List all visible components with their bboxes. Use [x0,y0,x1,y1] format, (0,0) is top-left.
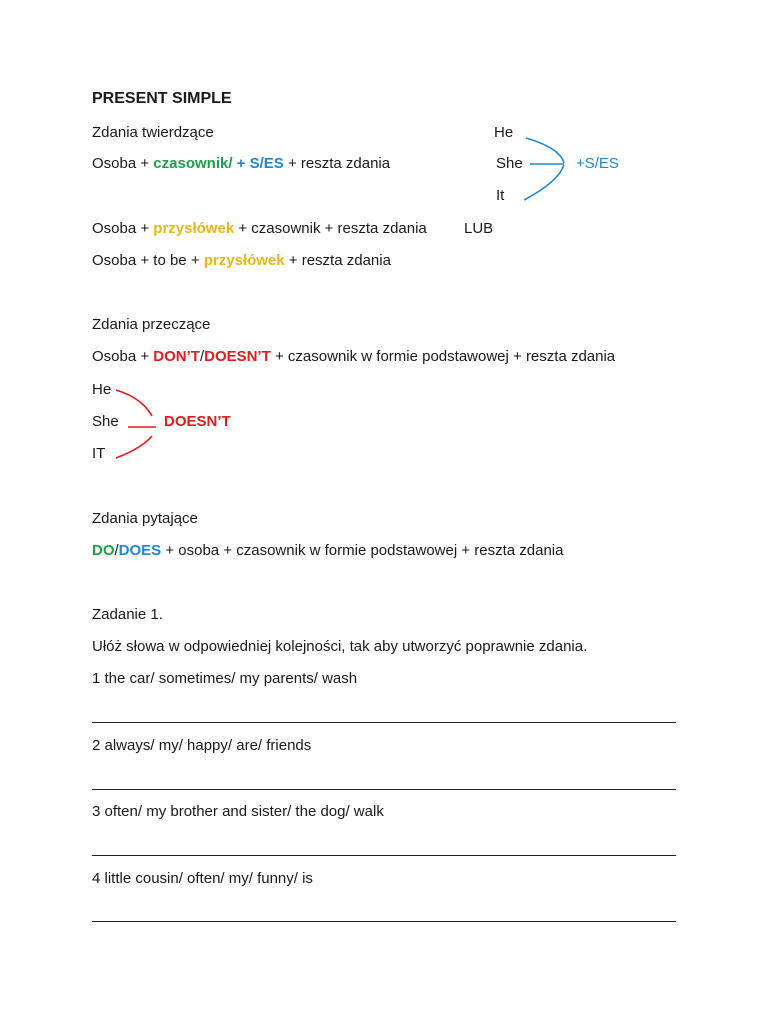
neg-pronoun-it: IT [92,445,106,462]
neg-pronoun-she: She [92,413,119,430]
answer-line-1[interactable] [92,722,676,723]
formula-subject: Osoba + [92,220,154,237]
negative-heading: Zdania przeczące [92,316,211,333]
adverb-formula-1 [92,219,427,239]
answer-line-3[interactable] [92,855,676,856]
formula-rest: + osoba + czasownik w formie podstawowej + reszta zdania [161,542,564,559]
formula-doesnt: DOESN’T [204,348,271,365]
affirmative-heading: Zdania twierdzące [92,124,214,141]
adverb-formula-2 [92,251,391,271]
exercise-item-2: 2 always/ my/ happy/ are/ friends [92,737,312,754]
formula-rest: + czasownik + reszta zdania [234,220,427,237]
red-bracket-arrows [112,386,160,462]
formula-rest: + reszta zdania [284,252,391,269]
formula-does: DOES [118,542,162,559]
exercise-heading: Zadanie 1. [92,606,163,623]
formula-do: DO [92,542,115,559]
pronoun-she: She [496,155,523,172]
formula-ending: + S/ES [232,155,284,172]
or-label: LUB [464,220,494,237]
pronoun-he: He [494,124,514,141]
formula-dont: DON’T [153,348,200,365]
exercise-item-4: 4 little cousin/ often/ my/ funny/ is [92,870,313,887]
formula-rest: + reszta zdania [283,155,391,172]
page-title: PRESENT SIMPLE [92,90,232,107]
questions-formula [92,541,563,561]
exercise-item-3: 3 often/ my brother and sister/ the dog/ walk [92,803,384,820]
neg-pronoun-result: DOESN’T [164,413,231,430]
formula-subject: Osoba + [92,155,154,172]
formula-slash: / [114,542,119,559]
pronoun-it: It [496,187,505,204]
neg-pronoun-he: He [92,381,112,398]
exercise-item-1: 1 the car/ sometimes/ my parents/ wash [92,670,358,687]
formula-subject: Osoba + [92,348,154,365]
formula-subject: Osoba + to be + [92,252,204,269]
blue-bracket-arrows [520,134,576,204]
answer-line-4[interactable] [92,921,676,922]
affirmative-formula [92,154,390,174]
questions-heading: Zdania pytające [92,510,198,527]
formula-adverb: przysłówek [203,252,285,269]
formula-slash: / [199,348,205,365]
negative-formula [92,347,615,367]
formula-adverb: przysłówek [153,220,235,237]
pronoun-result-ses: +S/ES [576,155,619,172]
formula-rest: + czasownik w formie podstawowej + reszta zdania [270,348,616,365]
exercise-instruction: Ułóż słowa w odpowiedniej kolejności, tak aby utworzyć poprawnie zdania. [92,638,588,655]
answer-line-2[interactable] [92,789,676,790]
formula-verb: czasownik/ [153,155,233,172]
